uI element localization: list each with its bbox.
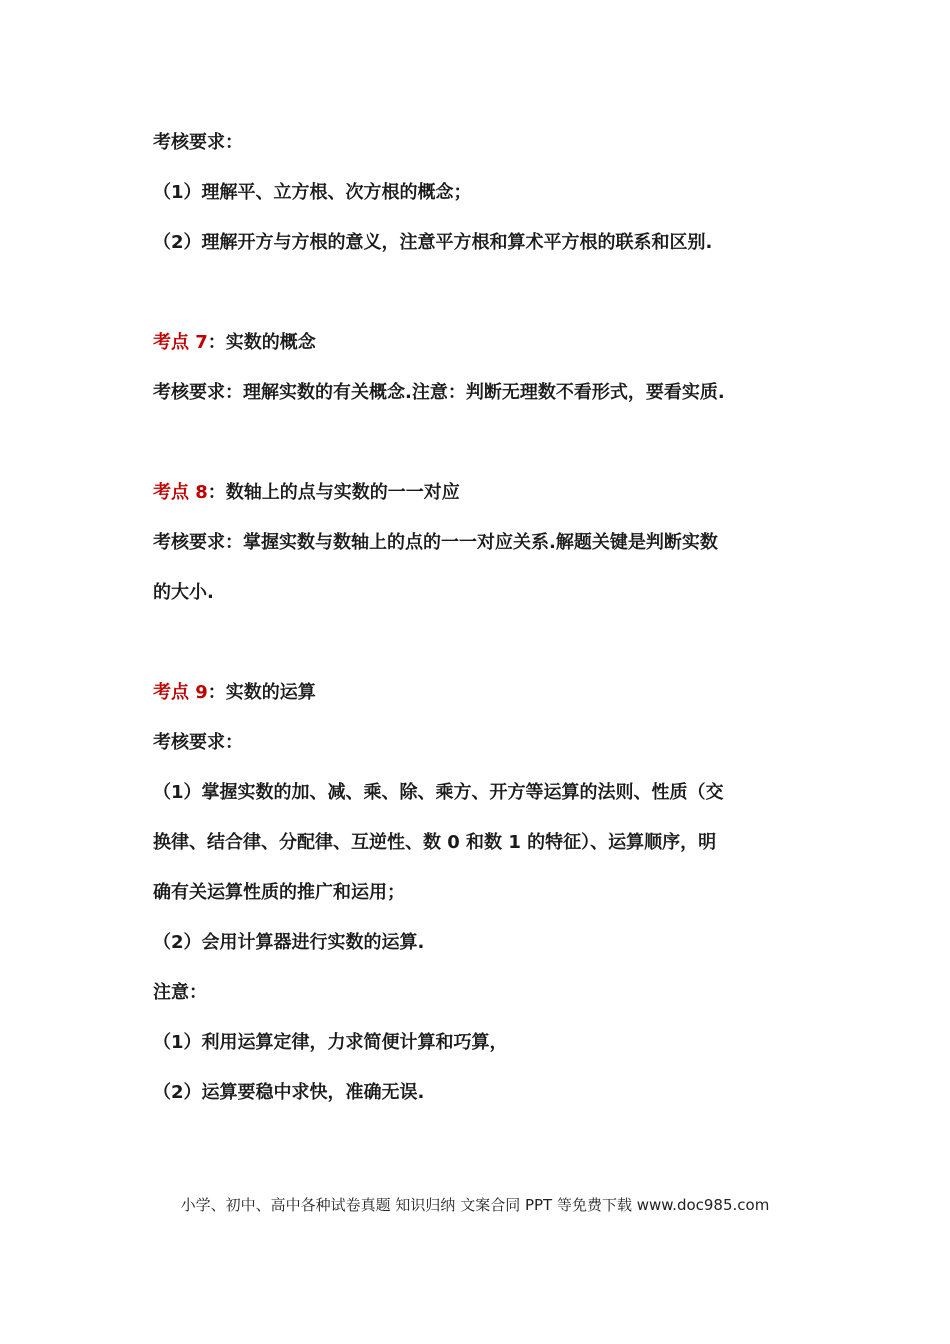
section1-item-1: （1）理解平、立方根、次方根的概念； [153, 182, 472, 203]
spacer [153, 268, 813, 318]
section8-requirement [153, 518, 813, 568]
section9-note-1: （1）利用运算定律，力求简便计算和巧算， [153, 1032, 508, 1053]
section7-requirement-text: ：理解实数的有关概念. [225, 382, 412, 403]
section9-point-title: ：实数的运算 [207, 682, 316, 703]
section7-point-label: 考点 7 [153, 332, 208, 353]
section9-item-1-line-3: 确有关运算性质的推广和运用； [153, 882, 405, 903]
section9-item-2: （2）会用计算器进行实数的运算. [153, 932, 425, 953]
document-body [153, 118, 813, 1118]
section9-item-1-line-2: 换律、结合律、分配律、互逆性、数 0 和数 1 的特征）、运算顺序，明 [153, 832, 717, 853]
section9-point-label: 考点 9 [153, 682, 208, 703]
section8-requirement-cont: 的大小. [153, 582, 214, 603]
spacer [153, 618, 813, 668]
section1-item-2: （2）理解开方与方根的意义，注意平方根和算术平方根的联系和区别. [153, 232, 713, 253]
section7-point-title: ：实数的概念 [207, 332, 316, 353]
section8-requirement-text: ：掌握实数与数轴上的点的一一对应关系.解题关键是判断实数 [225, 532, 718, 553]
section7-note-text: ：判断无理数不看形式，要看实质. [447, 382, 725, 403]
section8-point-label: 考点 8 [153, 482, 208, 503]
section9-requirement-label: 考核要求： [153, 732, 243, 753]
section7-note-label: 注意 [411, 382, 448, 403]
spacer [153, 418, 813, 468]
section9-heading [153, 668, 813, 718]
section8-point-title: ：数轴上的点与实数的一一对应 [207, 482, 460, 503]
page-footer: 小学、初中、高中各种试卷真题 知识归纳 文案合同 PPT 等免费下载 www.doc985.com [180, 1196, 770, 1214]
section1-requirement-label: 考核要求： [153, 132, 243, 153]
section9-note-label: 注意： [153, 982, 207, 1003]
section9-item-1-line-1: （1）掌握实数的加、减、乘、除、乘方、开方等运算的法则、性质（交 [153, 782, 724, 803]
section8-requirement-label: 考核要求 [153, 532, 225, 553]
section9-note-2: （2）运算要稳中求快，准确无误. [153, 1082, 425, 1103]
section7-heading [153, 318, 813, 368]
section8-heading [153, 468, 813, 518]
section7-requirement-label: 考核要求 [153, 382, 225, 403]
section7-requirement [153, 368, 813, 418]
